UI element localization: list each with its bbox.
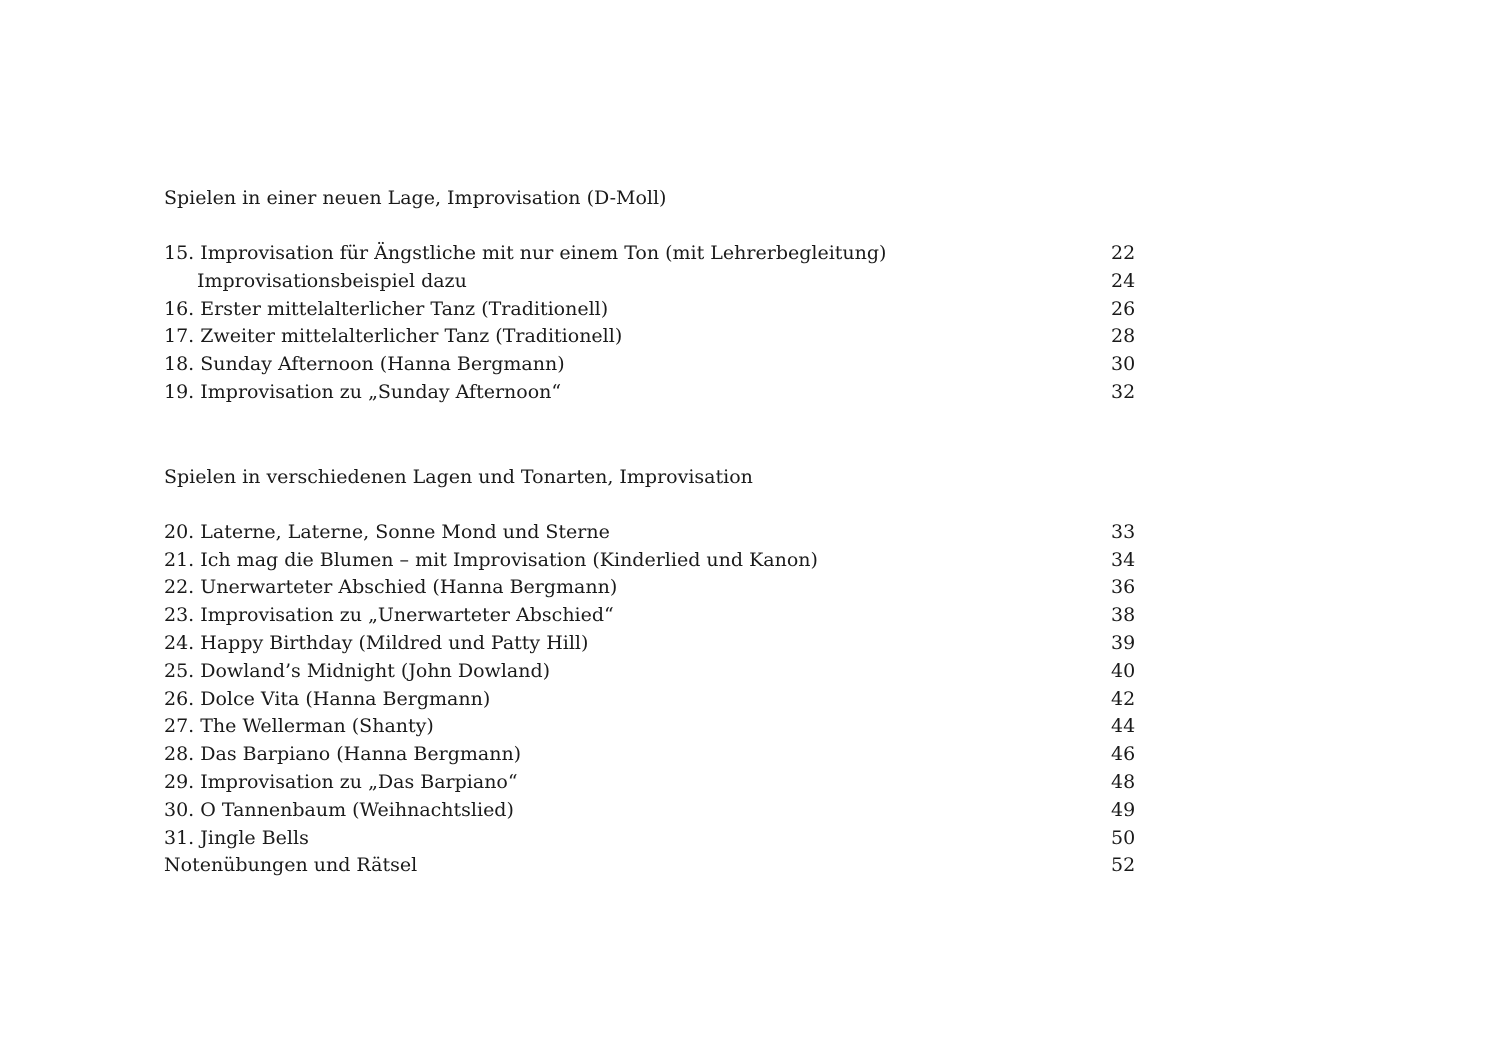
toc-entry [164,351,1144,379]
entry-title: 17. Zweiter mittelalterlicher Tanz (Traditionell) [164,325,623,348]
entry-page-number: 36 [1111,576,1136,599]
toc-entry [164,296,1144,324]
entry-title: 30. O Tannenbaum (Weihnachtslied) [164,798,514,821]
entry-title: 28. Das Barpiano (Hanna Bergmann) [164,743,522,766]
entry-page-number: 50 [1111,826,1136,849]
toc-entry [164,686,1144,714]
entry-title: 18. Sunday Afternoon (Hanna Bergmann) [164,353,565,376]
toc-entry [164,630,1144,658]
entry-page-number: 42 [1111,687,1136,710]
entry-title: 23. Improvisation zu „Unerwarteter Abschied“ [164,604,614,627]
toc-entry [164,574,1144,602]
entry-title: 21. Ich mag die Blumen – mit Improvisation (Kinderlied und Kanon) [164,548,818,571]
toc-entry [164,268,1144,296]
entry-title: 19. Improvisation zu „Sunday Afternoon“ [164,380,562,403]
toc-entry [164,741,1144,769]
entry-title: 24. Happy Birthday (Mildred und Patty Hill) [164,631,589,654]
entry-title: 15. Improvisation für Ängstliche mit nur einem Ton (mit Lehrerbegleitung) [164,242,887,264]
section-heading: Spielen in einer neuen Lage, Improvisation (D-Moll) [164,187,667,209]
toc-entry [164,519,1144,547]
entry-page-number: 34 [1111,548,1136,571]
toc-entry [164,240,1144,268]
toc-entry [164,602,1144,630]
toc-entry [164,769,1144,797]
entry-page-number: 52 [1111,854,1136,877]
toc-entry [164,379,1144,407]
toc-section [164,184,1144,407]
entry-page-number: 38 [1111,604,1136,627]
toc-section [164,463,1144,880]
entry-title: 31. Jingle Bells [164,826,309,849]
entry-page-number: 48 [1111,770,1136,793]
entry-title: 27. The Wellerman (Shanty) [164,715,434,738]
entry-page-number: 33 [1111,520,1136,543]
entry-page-number: 39 [1111,631,1136,654]
toc-entry [164,825,1144,853]
entry-page-number: 44 [1111,715,1136,738]
entry-page-number: 49 [1111,798,1136,821]
entry-page-number: 22 [1111,242,1136,264]
entry-page-number: 24 [1111,269,1136,292]
toc-entry [164,323,1144,351]
entry-title: 26. Dolce Vita (Hanna Bergmann) [164,687,491,710]
entry-title: Notenübungen und Rätsel [164,854,418,877]
entry-title: 25. Dowland’s Midnight (John Dowland) [164,659,551,682]
entry-page-number: 26 [1111,297,1136,320]
entry-page-number: 28 [1111,325,1136,348]
entry-title: 22. Unerwarteter Abschied (Hanna Bergmann) [164,576,618,599]
toc-entry [164,547,1144,575]
entry-page-number: 30 [1111,353,1136,376]
entry-title: 16. Erster mittelalterlicher Tanz (Traditionell) [164,297,609,320]
toc-entry [164,713,1144,741]
toc-entry [164,797,1144,825]
entry-page-number: 32 [1111,380,1136,403]
toc-entry [164,658,1144,686]
entry-page-number: 40 [1111,659,1136,682]
entry-page-number: 46 [1111,743,1136,766]
entry-title: 20. Laterne, Laterne, Sonne Mond und Sterne [164,520,610,543]
entry-title: 29. Improvisation zu „Das Barpiano“ [164,770,518,793]
toc-entry [164,852,1144,880]
entry-title: Improvisationsbeispiel dazu [197,269,467,292]
table-of-contents [164,184,1144,880]
section-heading: Spielen in verschiedenen Lagen und Tonarten, Improvisation [164,465,753,488]
